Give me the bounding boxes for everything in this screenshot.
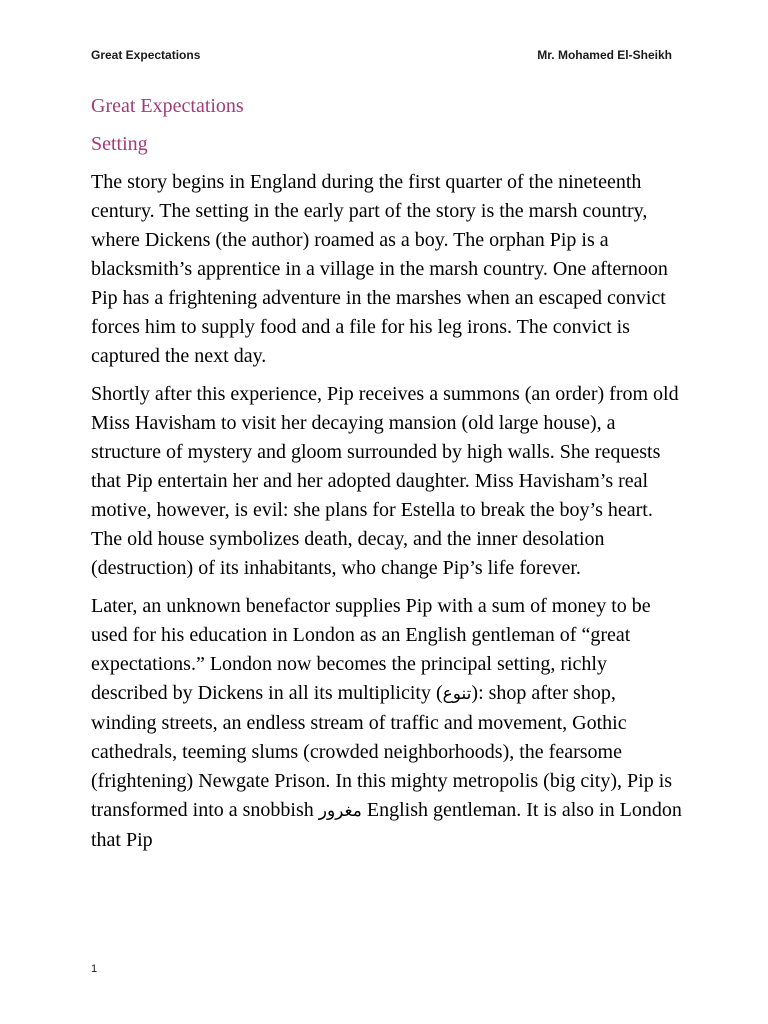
paragraph: The story begins in England during the first quarter of the nineteenth century. The setting in the early part of the story is the marsh country, where Dickens (the author) roamed as a boy. The orphan Pip is a blacksmith’s apprentice in a village in the marsh country. One afternoon Pip has a frightening adventure in the marshes when an escaped convict forces him to supply food and a file for his leg irons. The convict is captured the next day. [91,171,668,367]
arabic-gloss: مغرور [318,801,362,821]
document-title: Great Expectations [91,95,244,117]
paragraph: Shortly after this experience, Pip receives a summons (an order) from old Miss Havisham to visit her decaying mansion (old large house), a structure of mystery and gloom surrounded by high walls. She requests that Pip entertain her and her adopted daughter. Miss Havisham’s real motive, however, is evil: she plans for Estella to break the boy’s heart. The old house symbolizes death, decay, and the inner desolation (destruction) of its inhabitants, who change Pip’s life forever. [91,383,679,579]
paragraph-text: Later, an unknown benefactor supplies Pip with a sum of money to be used for his education in London as an English gentleman of “great expectations.” London now becomes the principal setting, richly described by Dickens in all its multiplicity ( [91,595,651,704]
header-document-title: Great Expectations [91,48,201,62]
page-header [91,48,672,66]
header-author: Mr. Mohamed El-Sheikh [537,48,672,62]
section-heading-setting: Setting [91,133,148,155]
paragraph-text: ): shop after shop, winding streets, an endless stream of traffic and movement, Gothic cathedrals, teeming slums (crowded neighborhoods), the fearsome (frightening) Newgate Prison. In this mighty metropolis (big city), Pip is transformed into a snobbish [91,682,673,821]
paragraph [91,592,685,855]
paragraph-text: English gentleman. It is also in London that Pip [91,799,682,851]
arabic-gloss: تنوع [442,684,472,704]
document-body [91,92,685,855]
page-number: 1 [91,963,98,975]
